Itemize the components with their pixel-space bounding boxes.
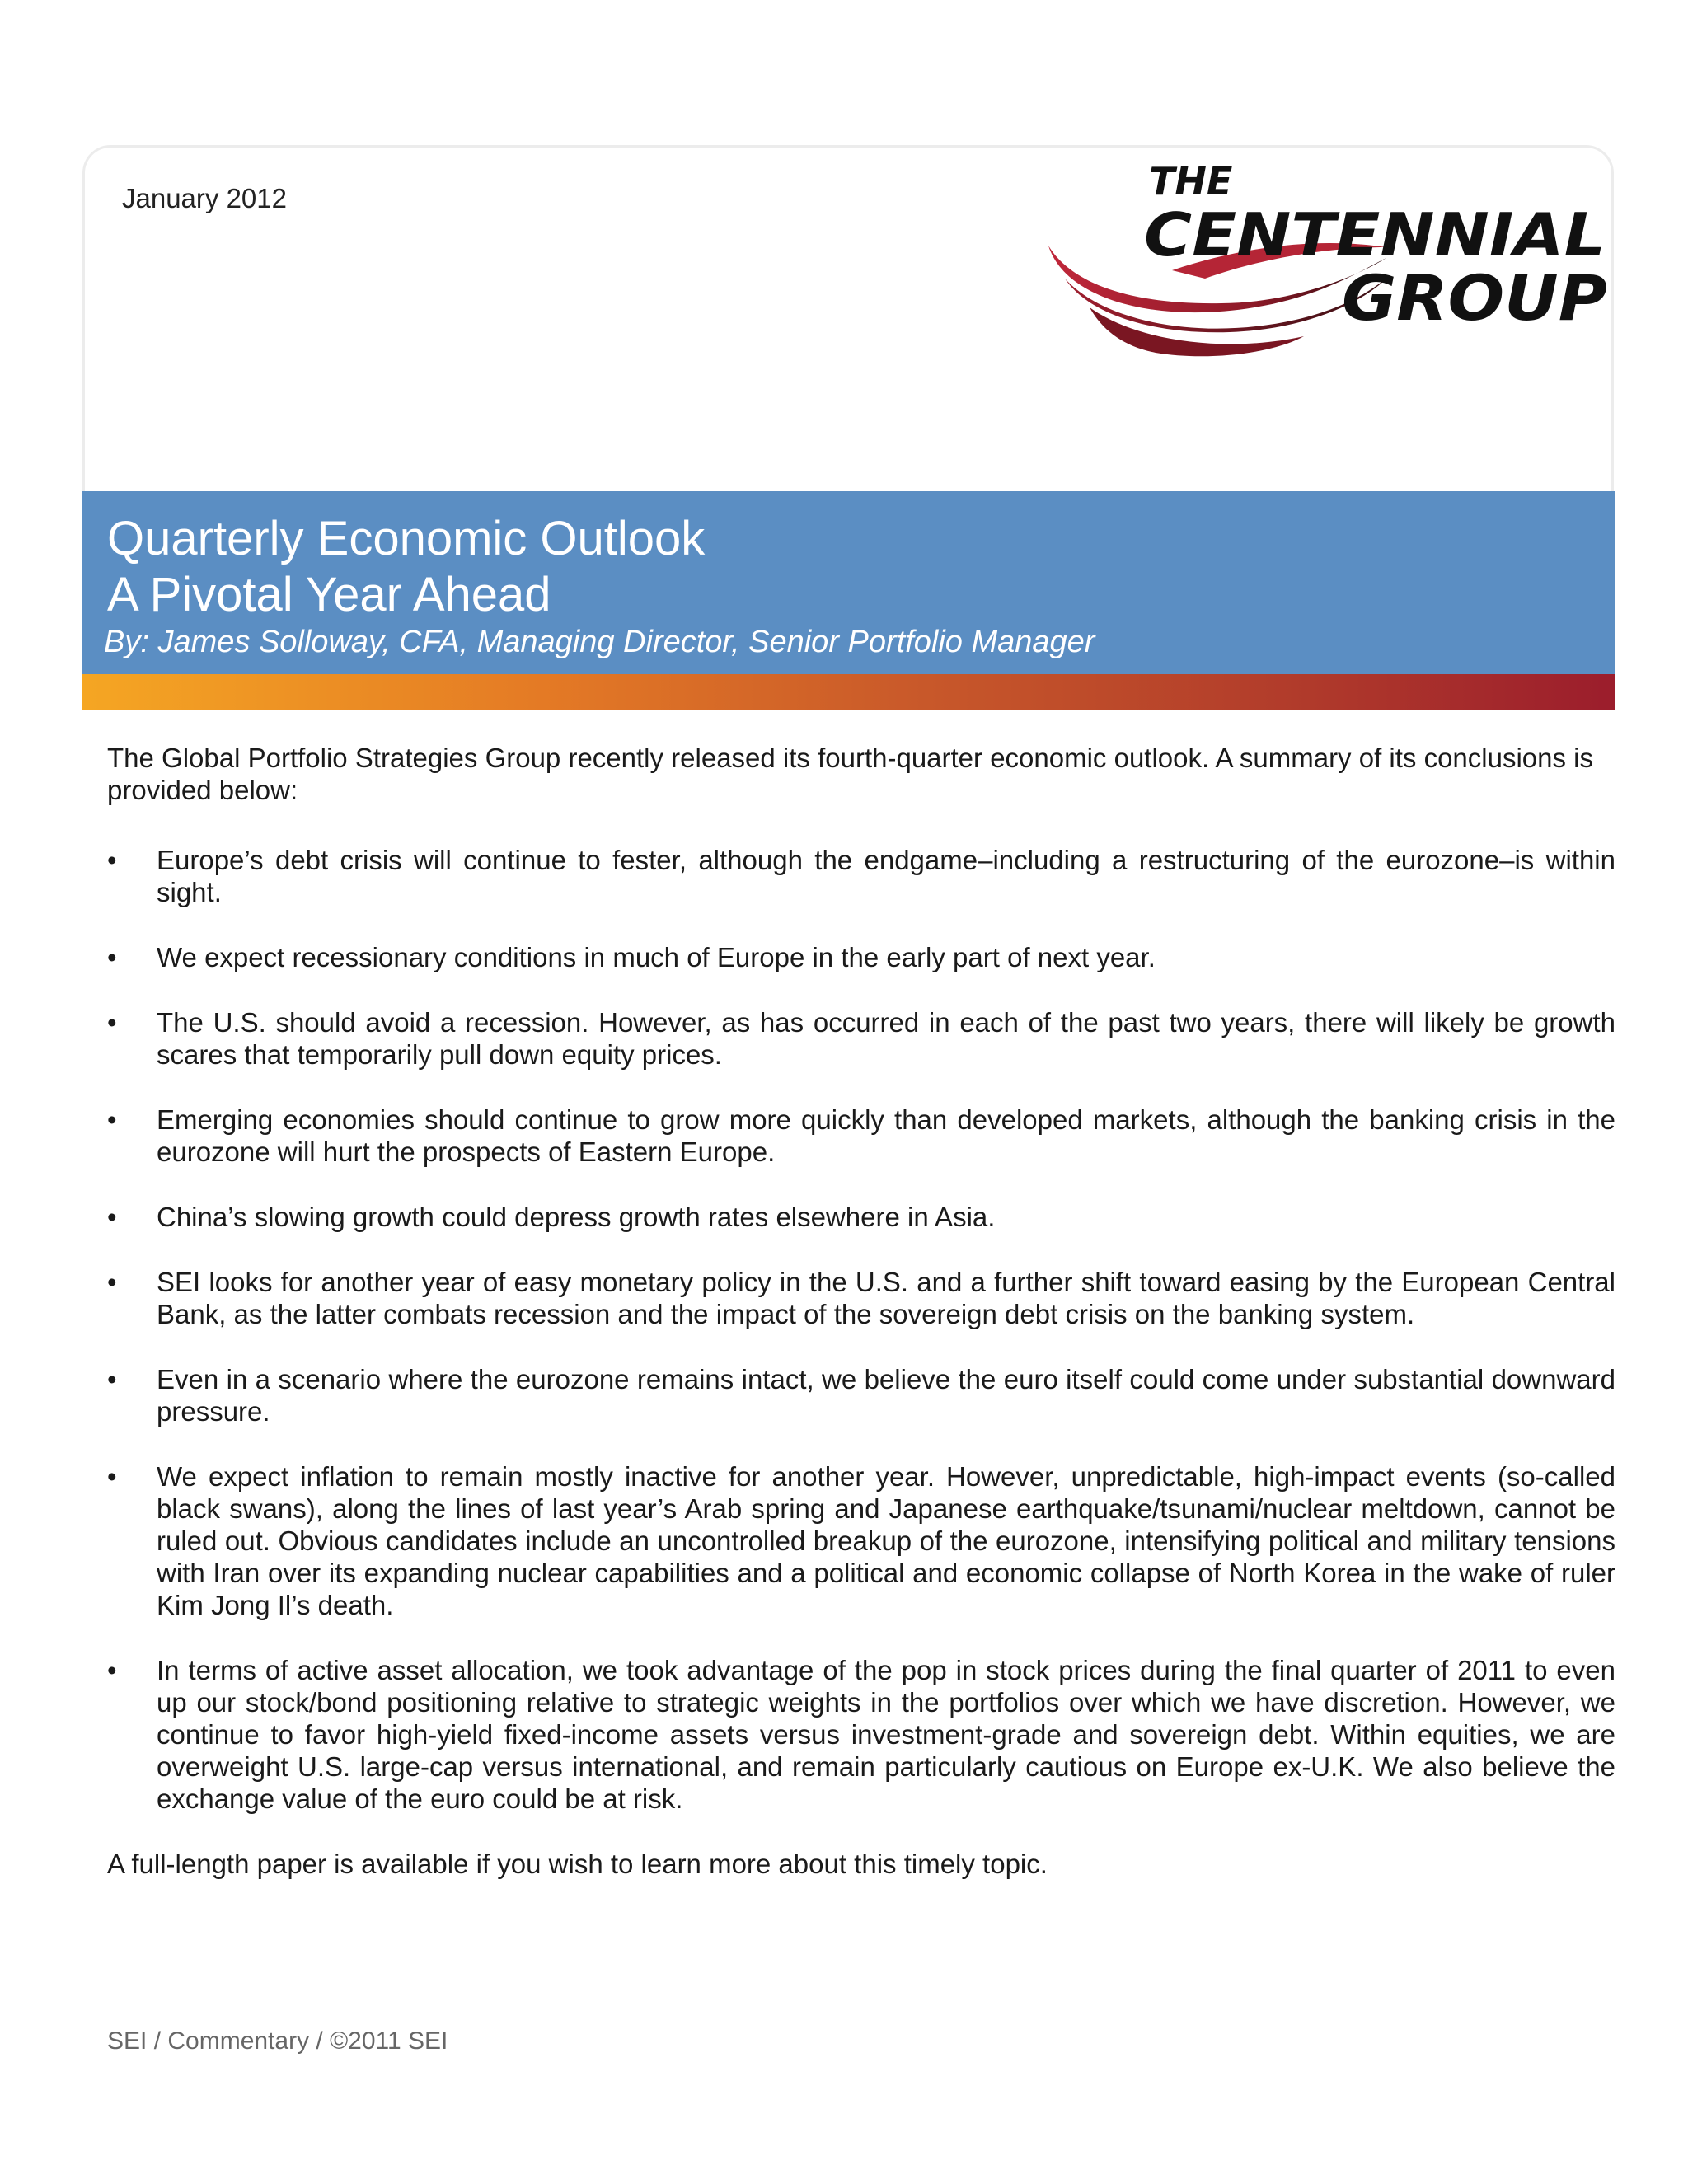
- closing-paragraph: A full-length paper is available if you wish to learn more about this timely topic.: [107, 1849, 1048, 1879]
- list-item-text: Europe’s debt crisis will continue to fester, although the endgame–including a restructuring of the eurozone–is within sight.: [157, 845, 1615, 907]
- list-item: [107, 1201, 1615, 1233]
- logo-line-the: THE: [1149, 159, 1233, 204]
- bullet-icon: •: [107, 845, 117, 875]
- centennial-group-logo: [1040, 155, 1612, 361]
- list-item-text: China’s slowing growth could depress growth rates elsewhere in Asia.: [157, 1202, 996, 1232]
- list-item: [107, 1654, 1615, 1815]
- bullet-icon: •: [107, 1007, 117, 1038]
- list-item: [107, 844, 1615, 908]
- bullet-icon: •: [107, 1104, 117, 1135]
- list-item: [107, 1006, 1615, 1071]
- title-line-2: A Pivotal Year Ahead: [107, 568, 551, 621]
- document-title: [107, 511, 705, 623]
- list-item: [107, 1363, 1615, 1427]
- logo-line-centennial: CENTENNIAL: [1144, 200, 1606, 269]
- list-item-text: Even in a scenario where the eurozone remains intact, we believe the euro itself could come under substantial downward pressure.: [157, 1364, 1615, 1427]
- list-item-text: SEI looks for another year of easy monetary policy in the U.S. and a further shift toward easing by the European Central Bank, as the latter combats recession and the impact of the sovereign debt crisis on the banking system.: [157, 1267, 1615, 1329]
- list-item-text: In terms of active asset allocation, we took advantage of the pop in stock prices during the final quarter of 2011 to even up our stock/bond positioning relative to strategic weights in the portfolios over which we have discretion. However, we continue to favor high-yield fixed-income assets versus investment-grade and sovereign debt. Within equities, we are overweight U.S. large-cap versus international, and remain particularly cautious on Europe ex-U.K. We also believe the exchange value of the euro could be at risk.: [157, 1655, 1615, 1814]
- footer-text: SEI / Commentary / ©2011 SEI: [107, 2027, 448, 2055]
- list-item: [107, 1266, 1615, 1330]
- bullet-icon: •: [107, 1202, 117, 1232]
- bullet-icon: •: [107, 1461, 117, 1492]
- author-byline: By: James Solloway, CFA, Managing Director, Senior Portfolio Manager: [104, 625, 1095, 659]
- gradient-divider: [82, 674, 1615, 710]
- list-item: [107, 1460, 1615, 1621]
- document-body: [107, 742, 1615, 1907]
- title-line-1: Quarterly Economic Outlook: [107, 512, 706, 565]
- bullet-icon: •: [107, 942, 117, 972]
- bullet-icon: •: [107, 1267, 117, 1297]
- list-item-text: We expect recessionary conditions in much of Europe in the early part of next year.: [157, 942, 1156, 972]
- list-item-text: Emerging economies should continue to grow more quickly than developed markets, although the banking crisis in the eurozone will hurt the prospects of Eastern Europe.: [157, 1104, 1615, 1167]
- bullet-icon: •: [107, 1655, 117, 1685]
- logo-line-group: GROUP: [1342, 261, 1607, 335]
- list-item-text: The U.S. should avoid a recession. However, as has occurred in each of the past two years, there will likely be growth scares that temporarily pull down equity prices.: [157, 1007, 1615, 1070]
- list-item: [107, 941, 1615, 973]
- list-item: [107, 1104, 1615, 1168]
- bullet-icon: •: [107, 1364, 117, 1394]
- issue-date: January 2012: [122, 183, 287, 213]
- list-item-text: We expect inflation to remain mostly inactive for another year. However, unpredictable, high-impact events (so-called black swans), along the lines of last year’s Arab spring and Japanese earthquake/tsunami/nuclear meltdown, cannot be ruled out. Obvious candidates include an uncontrolled breakup of the eurozone, intensifying political and military tensions with Iran over its expanding nuclear capabilities and a political and economic collapse of North Korea in the wake of ruler Kim Jong Il’s death.: [157, 1461, 1615, 1620]
- summary-list: [107, 844, 1615, 1815]
- intro-paragraph: The Global Portfolio Strategies Group recently released its fourth-quarter economic outlook. A summary of its conclusions is provided below:: [107, 743, 1594, 805]
